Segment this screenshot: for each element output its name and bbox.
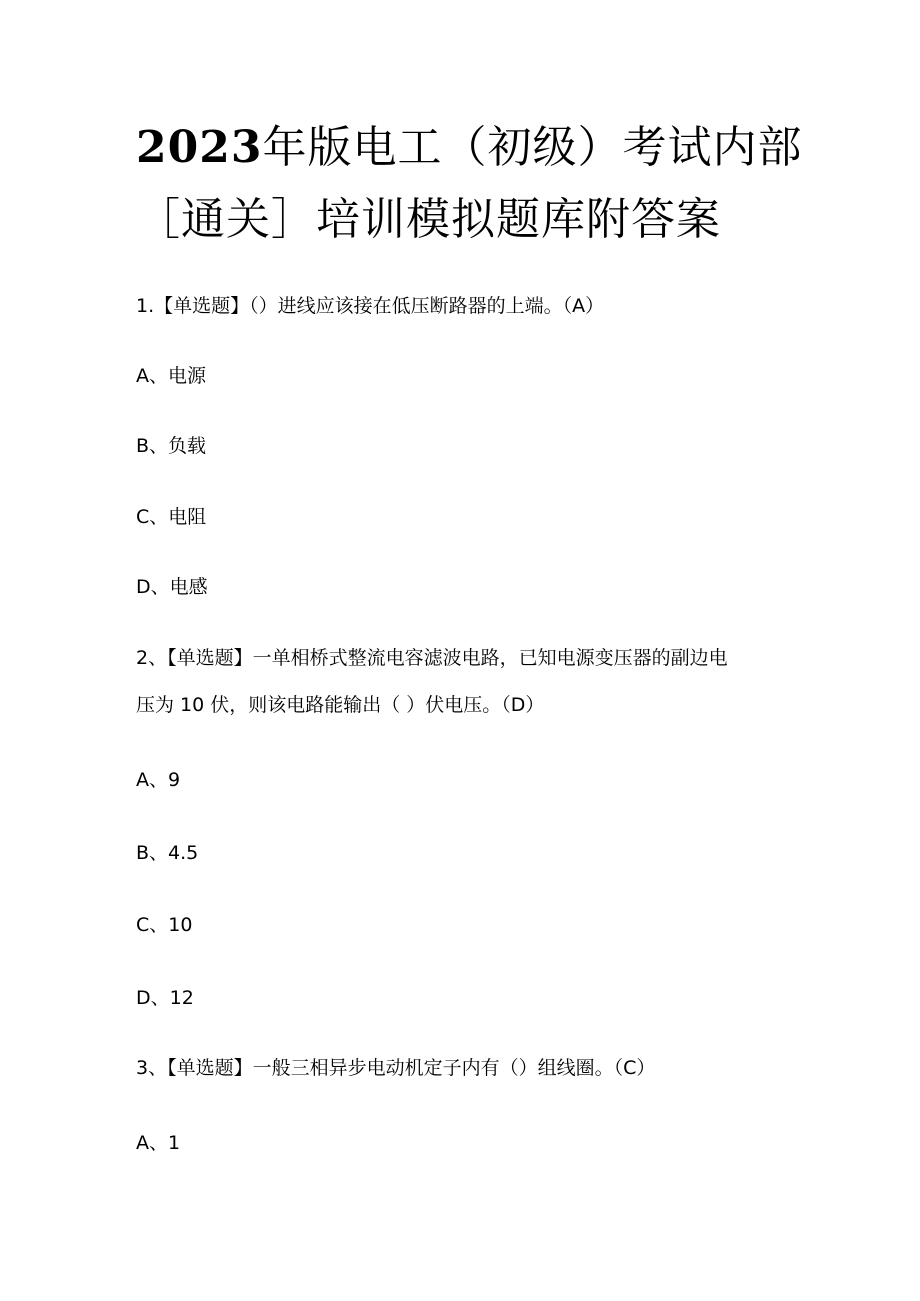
- question-3-option-a: A、1: [136, 1132, 181, 1154]
- question-2-text-line-1: 2、【单选题】一单相桥式整流电容滤波电路，已知电源变压器的副边电: [136, 647, 728, 669]
- question-2-option-b: B、4.5: [136, 842, 199, 864]
- question-1-option-b: B、负载: [136, 435, 207, 457]
- question-2-option-c: C、10: [136, 914, 193, 936]
- question-2-text-line-2: 压为 10 伏，则该电路能输出（ ）伏电压。（D）: [136, 694, 545, 716]
- question-1-option-c: C、电阻: [136, 506, 207, 528]
- document-title-line-1: [136, 122, 836, 173]
- question-2-option-a: A、9: [136, 769, 181, 791]
- title-line-1-text: 年版电工（初级）考试内部: [262, 122, 803, 173]
- question-1-option-d: D、电感: [136, 576, 208, 598]
- question-3-text: 3、【单选题】一般三相异步电动机定子内有（）组线圈。（C）: [136, 1057, 656, 1079]
- question-2-option-d: D、12: [136, 987, 194, 1009]
- question-1-text: 1.【单选题】（）进线应该接在低压断路器的上端。（A）: [136, 295, 605, 317]
- title-year: 2023: [136, 122, 263, 173]
- question-1-option-a: A、电源: [136, 365, 206, 387]
- document-title-line-2: ［通关］培训模拟题库附答案: [136, 194, 721, 245]
